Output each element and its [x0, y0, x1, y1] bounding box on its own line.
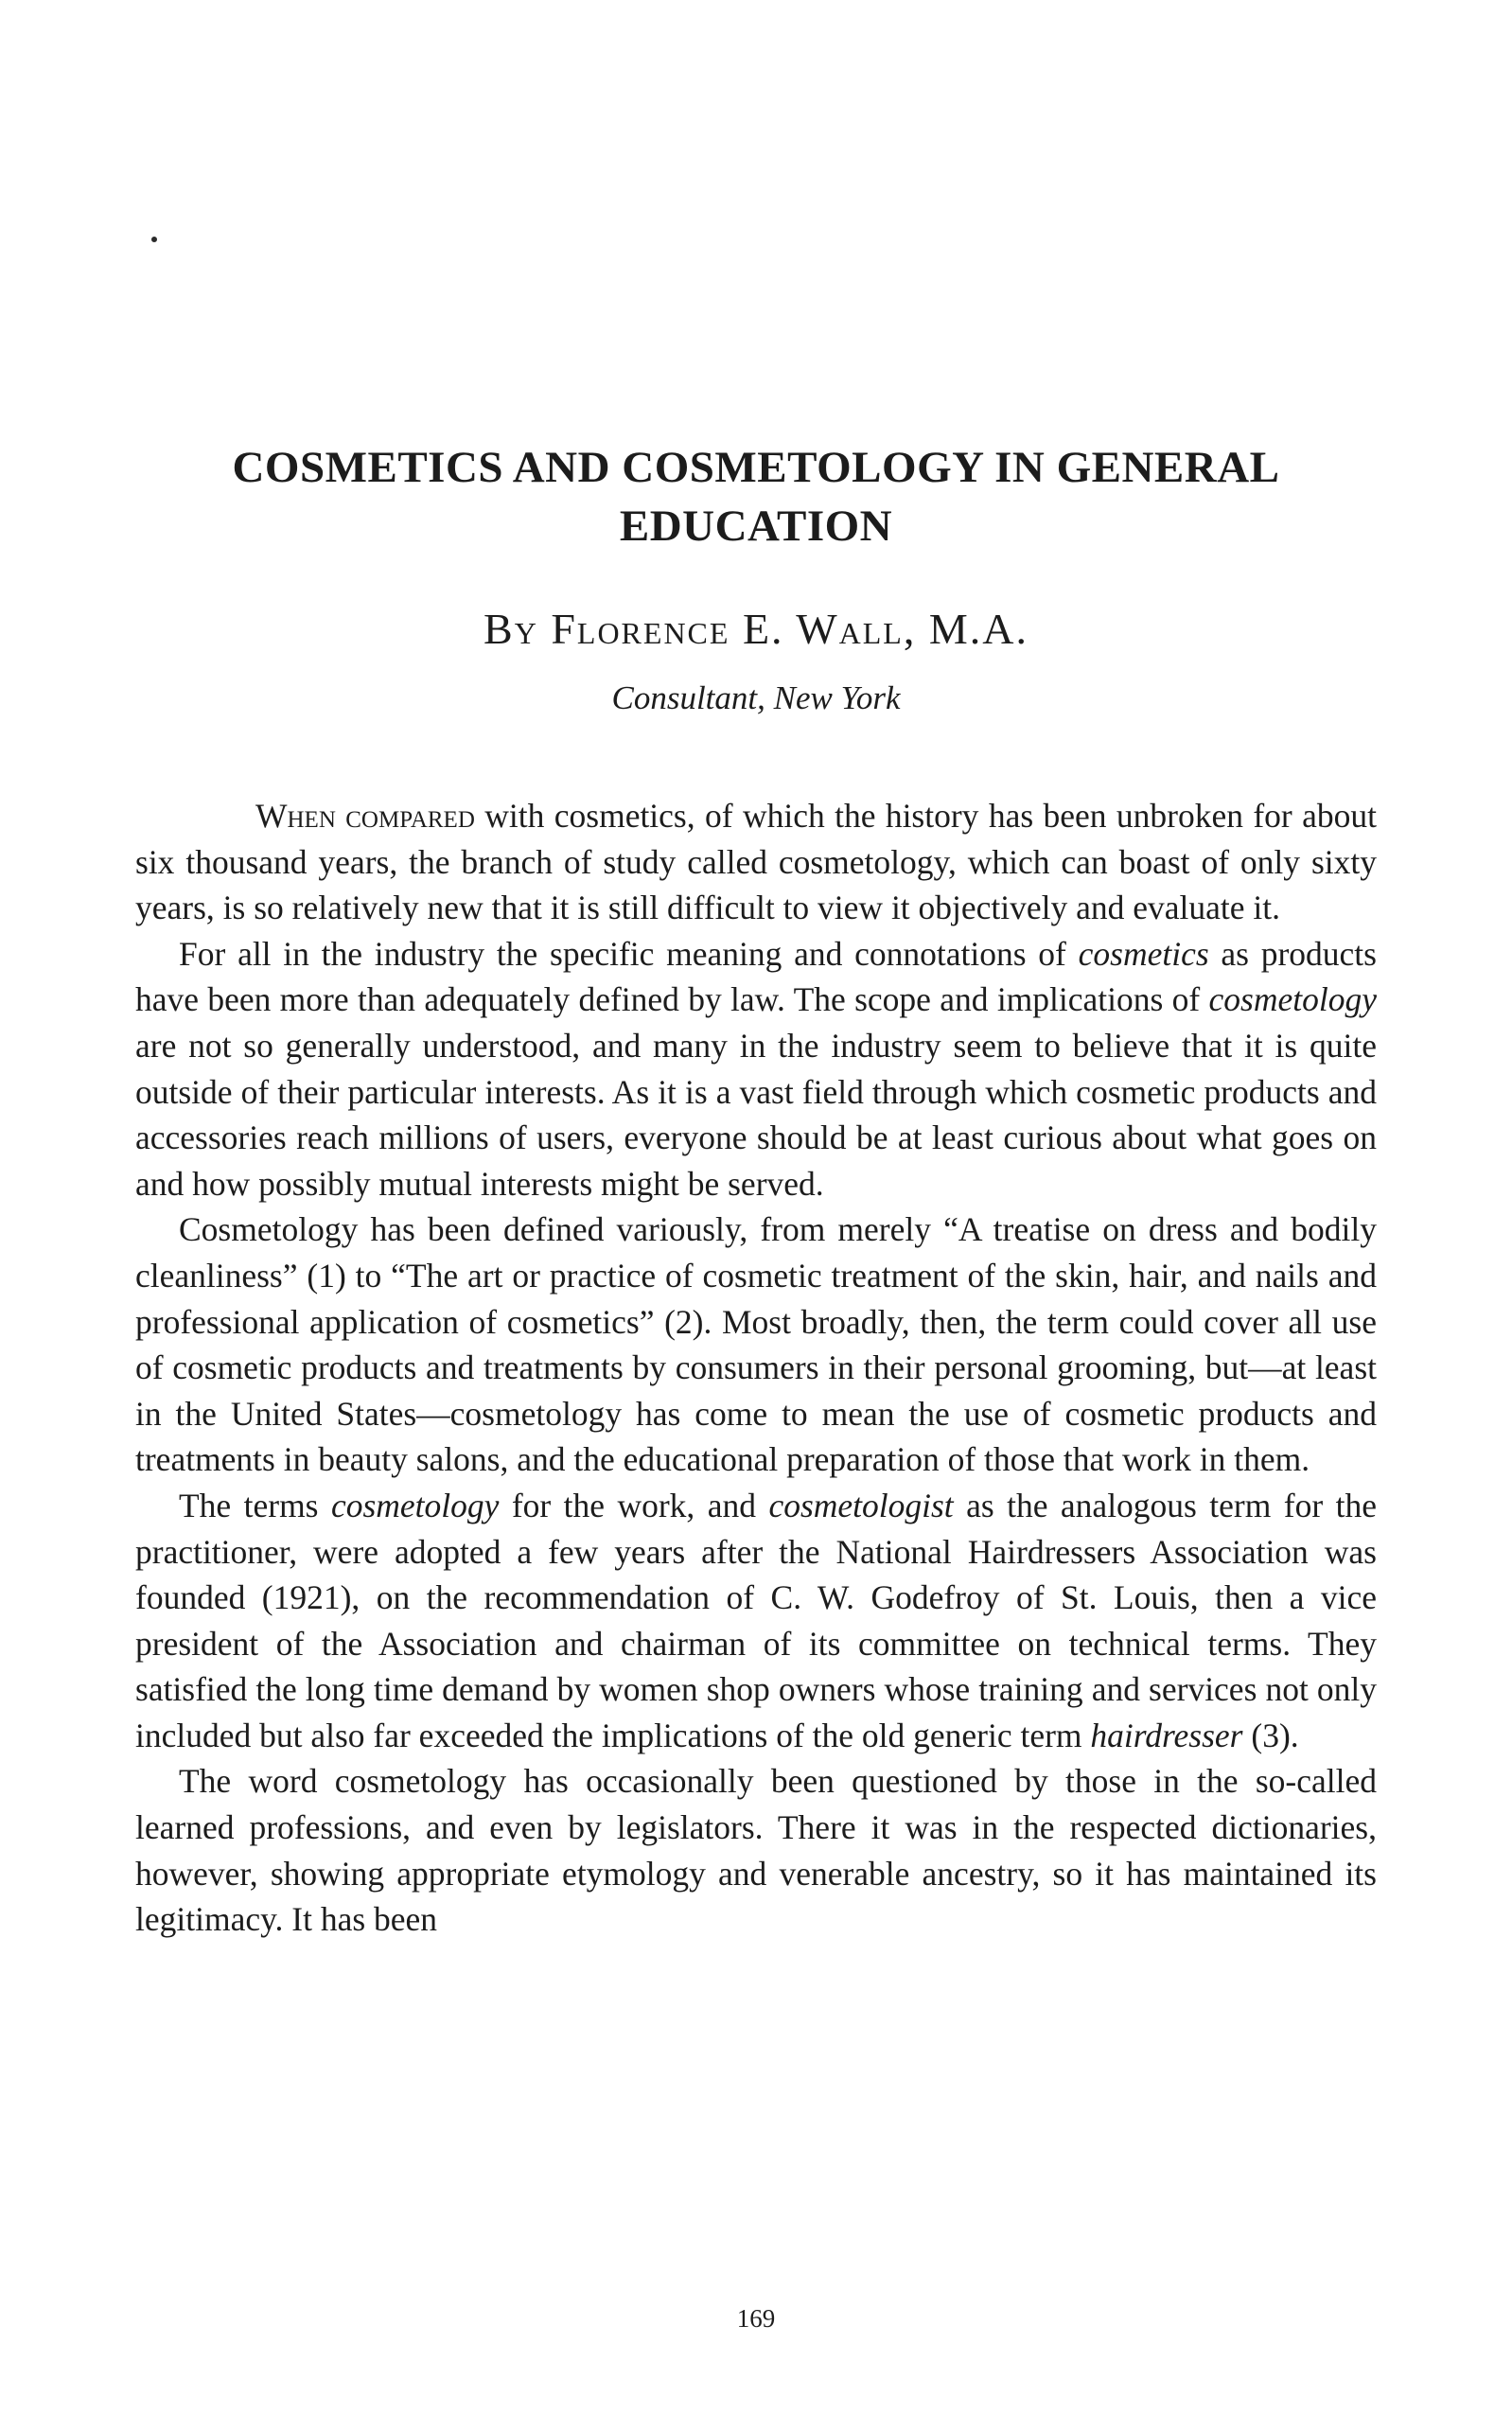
- paragraph-4-part-b: for the work, and: [499, 1486, 769, 1524]
- paragraph-2-part-a: For all in the industry the specific meaning and connotations of: [179, 934, 1079, 973]
- page-number: 169: [736, 2304, 776, 2333]
- paragraph-2: [135, 931, 1377, 1207]
- paragraph-4-term-cosmetology: cosmetology: [330, 1486, 500, 1524]
- paragraph-5: The word cosmetology has occasionally been questioned by those in the so-called learned professions, and even by legislators. There it was in the respected dictionaries, however, showing appropriate etymology and venerable ancestry, so it has maintained its legitimacy. It has been: [135, 1762, 1377, 1939]
- paragraph-4-part-d: (3).: [1242, 1716, 1299, 1754]
- paragraph-2-term-cosmetology: cosmetology: [1208, 980, 1377, 1019]
- paragraph-4-part-a: The terms: [179, 1486, 331, 1524]
- paragraph-3: Cosmetology has been defined variously, from merely “A treatise on dress and bodily cleanliness” (1) to “The art or practice of cosmetic treatment of the skin, hair, and nails and professional application of cosmetics” (2). Most broadly, then, the term could cover all use of cosmetic products and treatments by consumers in their personal grooming, but—at least in the United States—cosmetology has come to mean the use of cosmetic products and treatments in beauty salons, and the educational preparation of those that work in them.: [135, 1210, 1377, 1479]
- paragraph-1-text: with cosmetics, of which the history has been unbroken for about six thousand years, the branch of study called cosmetology, which can boast of only sixty years, is so relatively new that it is still difficult to view it objectively and evaluate it.: [135, 797, 1377, 927]
- paragraph-4: [135, 1483, 1377, 1759]
- author-affiliation: Consultant, New York: [611, 679, 901, 716]
- paragraph-4-term-cosmetologist: cosmetologist: [768, 1486, 954, 1524]
- paragraph-1: [135, 793, 1377, 931]
- ink-speck: [151, 237, 157, 242]
- article-body: [135, 793, 1377, 1943]
- article-title-line-2: EDUCATION: [619, 502, 893, 551]
- paragraph-2-part-c: are not so generally understood, and many in the industry seem to believe that it is quite outside of their particular interests. As it is a vast field through which cosmetic products and accessories reach millions of users, everyone should be at least curious about what goes on and how possibly mutual interests might be served.: [135, 1026, 1377, 1203]
- paragraph-4-term-hairdresser: hairdresser: [1090, 1716, 1243, 1754]
- author-byline: By Florence E. Wall, M.A.: [483, 605, 1029, 653]
- article-title-line-1: COSMETICS AND COSMETOLOGY IN GENERAL: [232, 443, 1280, 492]
- article-title: [135, 438, 1377, 555]
- paragraph-1-lead: When compared: [255, 797, 475, 835]
- paragraph-4-part-c: as the analogous term for the practitioner, were adopted a few years after the National Hairdressers Association was founded (1921), on the recommendation of C. W. Godefroy of St. Louis, then a vice president of the Association and chairman of its committee on technical terms. They satisfied the long time demand by women shop owners whose training and services not only included but also far exceeded the implications of the old generic term: [135, 1486, 1377, 1754]
- paragraph-2-part-b: as products have been more than adequately defined by law. The scope and implications of: [135, 934, 1377, 1019]
- paragraph-2-term-cosmetics: cosmetics: [1078, 934, 1209, 973]
